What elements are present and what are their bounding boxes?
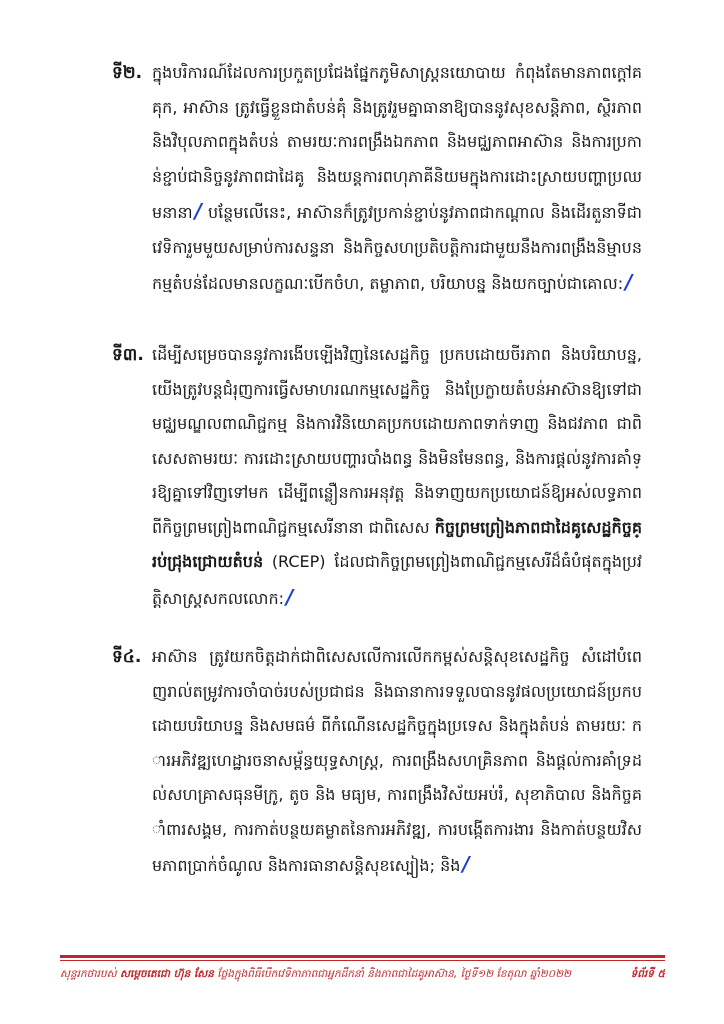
rcep-agreement-name: កិច្ចព្រមព្រៀងភាពជាដៃគូសេដ្ឋកិច្ចគ្រប់ជ្រុងជ្រោយតំបន់ [152, 517, 642, 571]
footer-event: ថ្លែងក្នុងពិធីបើកវេទិកាភាពជាអ្នកដឹកនាំ និងភាពជាដៃគូអាស៊ាន, ថ្ងៃទី១២ ខែតុលា ឆ្នាំ២០២២ [213, 968, 572, 980]
paragraph-12 [112, 56, 642, 336]
paragraph-number: ទី៤. [112, 647, 142, 667]
footer-divider [60, 955, 665, 958]
page-footer [60, 963, 665, 987]
paragraph-text [152, 56, 642, 302]
paragraph-body-continued: បន្ថែមលើនេះ, អាស៊ានក៏ត្រូវប្រកាន់ខ្ជាប់នូវភាពជាកណ្តាល និងដើរតួនាទីជាវេទិការួមមួយសម្រាប់ការសន្ទនា និងកិច្ចសហប្រតិបត្តិការជាមួយនឹងការពង្រឹងនិម្មាបនកម្មតំបន់ដែលមានលក្ខណៈបើកចំហ, តម្លាភាព, បរិយាបន្ន និងយកច្បាប់ជាគោល: [152, 203, 642, 293]
paragraph-body: អាស៊ាន ត្រូវយកចិត្តដាក់ជាពិសេសលើការលើកកម្ពស់សន្តិសុខសេដ្ឋកិច្ច សំដៅបំពេញរាល់តម្រូវការចាំបាច់របស់ប្រជាជន និងធានាការទទួលបាននូវផលប្រយោជន៍ប្រកបដោយបរិយាបន្ន និងសមធម៌ ពីកំណើនសេដ្ឋកិច្ចក្នុងប្រទេស និងក្នុងតំបន់ តាមរយៈ ការអភិវឌ្ឍហេដ្ឋារចនាសម្ព័ន្ធយុទ្ធសាស្ត្រ, ការពង្រឹងសហគ្រិនភាព និងផ្តល់ការគាំទ្រដល់សហគ្រាសធុនមីក្រូ, តូច និង មធ្យម, ការពង្រឹងវិស័យអប់រំ, សុខាភិបាល និងកិច្ចគាំពារសង្គម, ការកាត់បន្ថយគម្លាតនៃការអភិវឌ្ឍ, ការបង្កើតការងារ និងកាត់បន្ថយវិសមភាពប្រាក់ចំណូល និងការធានាសន្តិសុខស្បៀង; និង [152, 647, 642, 875]
tick-mark-icon: / [625, 270, 633, 294]
page-number: ទំព័រទី ៥ [630, 968, 665, 980]
paragraph-14 [112, 640, 642, 910]
paragraph-text [152, 640, 642, 884]
paragraph-body: ដើម្បីសម្រេចបាននូវការងើបឡើងវិញនៃសេដ្ឋកិច្ច ប្រកបដោយចីរភាព និងបរិយាបន្ន, យើងត្រូវបន្តជំរុញការធ្វើសមាហរណកម្មសេដ្ឋកិច្ច និងប្រែក្លាយតំបន់អាស៊ានឱ្យទៅជាមជ្ឈមណ្ឌលពាណិជ្ជកម្ម និងការវិនិយោគប្រកបដោយភាពទាក់ទាញ និងជវភាព ជាពិសេសតាមរយៈ ការដោះស្រាយបញ្ហារបាំងពន្ធ និងមិនមែនពន្ធ, និងការផ្តល់នូវការគាំទ្រឱ្យគ្នាទៅវិញទៅមក ដើម្បីពន្លឿនការអនុវត្ត និងទាញយកប្រយោជន៍ឱ្យអស់លទ្ធភាពពីកិច្ចព្រមព្រៀងពាណិជ្ជកម្មសេរីនានា ជាពិសេស [152, 345, 642, 537]
footer-speaker: សម្ដេចតេជោ ហ៊ុន សែន [120, 968, 214, 980]
tick-mark-icon: / [462, 852, 470, 876]
paragraph-13 [112, 338, 642, 638]
footer-prefix: សុន្ទរកថារបស់ [60, 968, 120, 980]
paragraph-body-continued: (RCEP) ដែលជាកិច្ចព្រមព្រៀងពាណិជ្ជកម្មសេរីដ៏ធំបំផុតក្នុងប្រវត្តិសាស្ត្រសកលលោក: [152, 552, 642, 608]
paragraph-text [152, 338, 642, 616]
tick-mark-icon: / [286, 584, 294, 609]
tick-mark-icon: / [194, 199, 202, 223]
paragraph-body: ក្នុងបរិការណ៍ដែលការប្រកួតប្រជែងផ្នែកភូមិសាស្ត្រនយោបាយ កំពុងតែមានភាពក្តៅគគុក, អាស៊ាន ត្រូវធ្វើខ្លួនជាតំបន់គុំ និងត្រូវរួមគ្នាធានាឱ្យបាននូវសុខសន្តិភាព, ស្ថិរភាព និងវិបុលភាពក្នុងតំបន់ តាមរយៈការពង្រឹងឯកភាព និងមជ្ឈភាពអាស៊ាន និងការប្រកាន់ខ្ជាប់ជានិច្ចនូវភាពជាដៃគូ និងយន្តការពហុភាគីនិយមក្នុងការដោះស្រាយបញ្ហាប្រឈមនានា [152, 63, 642, 222]
paragraph-number: ទី២. [112, 63, 143, 83]
footer-divider-thin [60, 960, 665, 961]
paragraph-number: ទី៣. [112, 345, 144, 365]
